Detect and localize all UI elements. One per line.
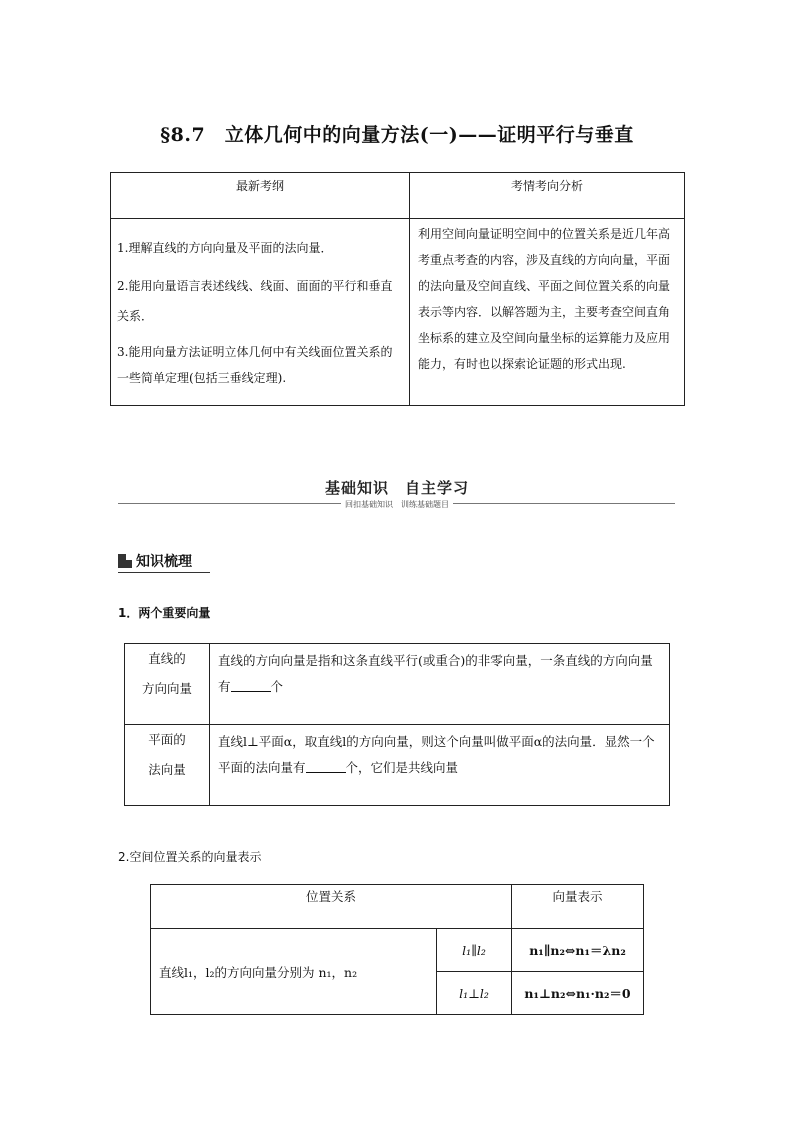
syllabus-header: 最新考纲 xyxy=(111,173,410,219)
table-row xyxy=(125,644,670,725)
table-row xyxy=(151,929,644,972)
vectors-table xyxy=(124,643,670,806)
section2-heading: 2.空间位置关系的向量表示 xyxy=(118,850,262,864)
relations-table xyxy=(150,884,644,1015)
knowledge-header: 知识梳理 xyxy=(118,551,192,571)
analysis-header: 考情考向分析 xyxy=(410,173,685,219)
row-label: 直线的 方向向量 xyxy=(125,644,210,725)
syllabus-table xyxy=(110,172,685,406)
row-label: 平面的 法向量 xyxy=(125,725,210,806)
relation-cell: l₁∥l₂ xyxy=(437,929,512,972)
table-row xyxy=(125,725,670,806)
syllabus-items xyxy=(111,219,410,406)
row-text: 直线l⊥平面α，取直线l的方向向量，则这个向量叫做平面α的法向量．显然一个平面的法向量有 个，它们是共线向量 xyxy=(210,725,670,806)
section1-heading: 1．两个重要向量 xyxy=(118,606,211,620)
section-banner-subtitle: 回扣基础知识 训练基础题目 xyxy=(0,499,794,510)
answer-blank xyxy=(231,677,271,692)
syllabus-item: 3.能用向量方法证明立体几何中有关线面位置关系的一些简单定理(包括三垂线定理). xyxy=(117,345,393,385)
answer-blank xyxy=(306,758,346,773)
vector-cell: n₁⊥n₂⇔n₁·n₂＝0 xyxy=(512,972,644,1015)
knowledge-underline xyxy=(118,572,210,573)
syllabus-item: 1.理解直线的方向向量及平面的法向量． xyxy=(117,241,333,255)
relation-cell: l₁⊥l₂ xyxy=(437,972,512,1015)
page-title: §8.7 立体几何中的向量方法(一)——证明平行与垂直 xyxy=(160,124,634,146)
vector-header: 向量表示 xyxy=(512,885,644,929)
relation-description: 直线l₁，l₂的方向向量分别为 n₁，n₂ xyxy=(151,929,437,1015)
section-banner-title: 基础知识 自主学习 xyxy=(324,479,469,497)
row-text: 直线的方向向量是指和这条直线平行(或重合)的非零向量，一条直线的方向向量有 个 xyxy=(210,644,670,725)
analysis-text: 利用空间向量证明空间中的位置关系是近几年高考重点考查的内容，涉及直线的方向向量，平面的法向量及空间直线、平面之间位置关系的向量表示等内容．以解答题为主，主要考查空间直角坐标系的建立及空间向量坐标的运算能力及应用能力，有时也以探索论证题的形式出现. xyxy=(410,219,685,406)
syllabus-item: 2.能用向量语言表述线线、线面、面面的平行和垂直关系． xyxy=(117,279,393,323)
relation-header: 位置关系 xyxy=(151,885,512,929)
vector-cell: n₁∥n₂⇔n₁＝λn₂ xyxy=(512,929,644,972)
section-marker-icon xyxy=(118,554,132,568)
